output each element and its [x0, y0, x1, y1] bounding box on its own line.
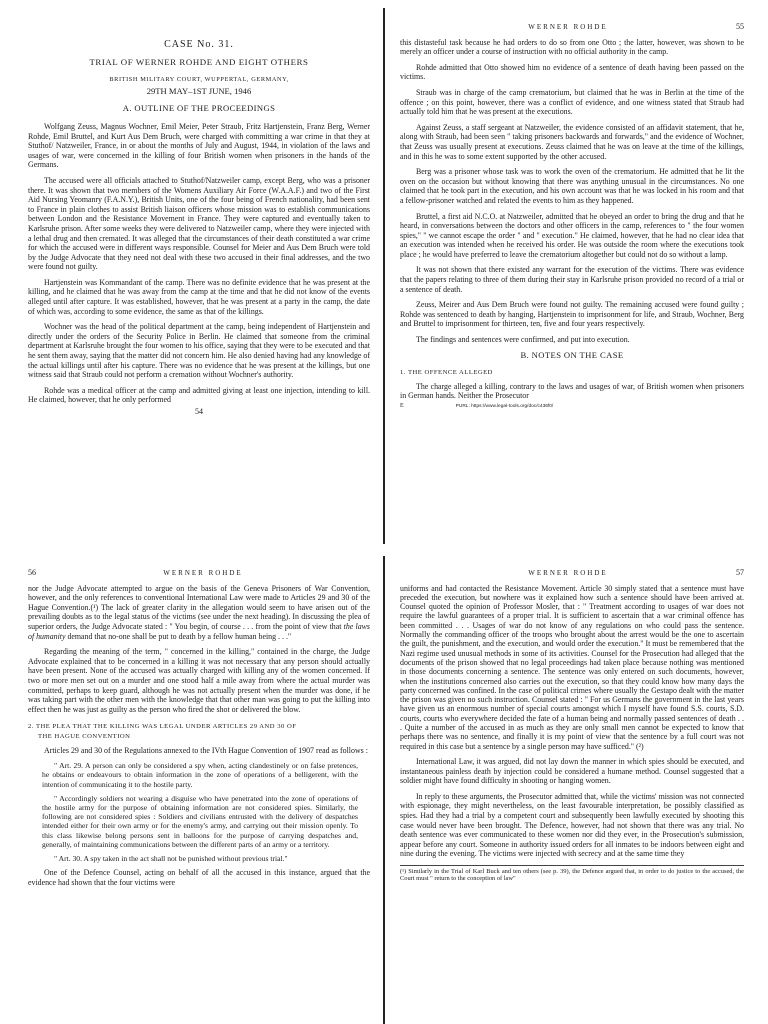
page-57: [400, 568, 744, 1024]
paragraph: Rohde was a medical officer at the camp and admitted giving at least one injection, intending to kill. He claimed, however, that he only performed: [28, 385, 370, 405]
paragraph: this distasteful task because he had orders to do so from one Otto ; the latter, however, was shown to be merely an officer under a course of instruction with no official authority in the camp.: [400, 37, 744, 57]
paragraph: Berg was a prisoner whose task was to work the oven of the crematorium. He admitted that he lit the oven on the occasion but without knowing that there was anything unusual in the circumstances. No one claimed that he took part in the execution, and his own account was that he was locked in his room and that a fellow-prisoner watched and related the events to him as they happened.: [400, 167, 744, 205]
page-55: [400, 22, 744, 542]
page-number: 57: [736, 568, 744, 577]
paragraph: International Law, it was argued, did not lay down the manner in which spies should be executed, and instantaneous painless death by injection could be considered a humane method. Counsel suggested that a soldier might have found difficulty in shooting or hanging women.: [400, 756, 744, 786]
paragraph: Wochner was the head of the political department at the camp, being independent of Hartjenstein and directly under the orders of the Security Police in Berlin. He claimed that someone from the criminal department at Karlsruhe brought the four women to his office, saying that they were to be executed and that he sent them away, saying that the matter did not concern him. He also denied having had any knowledge of the actual killings until after his capture. There was no evidence that he was present at the killings, but one witness said that Straub could not perform a cremation without Wochner's authority.: [28, 322, 370, 380]
page-54: [28, 22, 370, 542]
running-header: [400, 568, 744, 579]
court-name: BRITISH MILITARY COURT, WUPPERTAL, GERMANY,: [109, 76, 289, 84]
paragraph: Zeuss, Meirer and Aus Dem Bruch were found not guilty. The remaining accused were found guilty ; Rohde was sentenced to death by hanging, Hartjenstein to imprisonment for life, and Straub, Wochner, Berg and Bruttel to imprisonment for thirteen, ten, five and four years respectively.: [400, 300, 744, 329]
purl-link[interactable]: PURL: https://www.legal-tools.org/doc/c436f0/: [455, 404, 554, 409]
running-header: [400, 22, 744, 33]
running-head-title: WERNER ROHDE: [163, 569, 243, 577]
paragraph: The findings and sentences were confirmed, and put into execution.: [416, 335, 630, 345]
paragraph: In reply to these arguments, the Prosecutor admitted that, while the victims' mission was not connected with espionage, they might nevertheless, on the least favourable interpretation, be possibly classified as spies. Had they had a trial by a competent court and subsequently been lawfully executed by shooting this case would never have been brought. The Defence, however, had not shown that there was any trial. No death sentence was ever communicated to these women nor did they ever, in the Prosecution's submission, appear before any court. Someone in authority issued orders for all inmates to be indoors between eight and nine during the evening. The victims were injected with secrecy and at the same time they: [400, 791, 744, 859]
paragraph: Straub was in charge of the camp crematorium, but claimed that he was in Berlin at the time of the offence ; on this point, however, there was a conflict of evidence, and one witness stated that Straub had actually told him that he was present at the executions.: [400, 87, 744, 117]
paragraph: Hartjenstein was Kommandant of the camp. There was no definite evidence that he was present at the killing, and he claimed that he was away from the camp at the time and that he did not know of the events alleged until after capture. It was established, however, that he was present at a party in the camp, the date of which was, according to some evidence, the same as that of the killings.: [28, 277, 370, 316]
page-number: 56: [28, 568, 36, 577]
page-gutter-bottom: [383, 556, 385, 1024]
quote: " Accordingly soldiers not wearing a disguise who have penetrated into the zone of operations of the hostile army for the purpose of obtaining information are not considered spies. Similarly, the following are not considered spies : Soldiers and civilians entrusted with the delivery of despatches intended either for their own army or for the enemy's army, and carrying out their mission openly. To this class likewise belong persons sent in balloons for the purpose of carrying despatches and, generally, of maintaining communications between the different parts of an army or a territory.: [42, 793, 358, 849]
page-number: 54: [195, 407, 203, 416]
paragraph: One of the Defence Counsel, acting on behalf of all the accused in this instance, argued that the evidence had shown that the four victims were: [28, 868, 370, 887]
paragraph: Articles 29 and 30 of the Regulations annexed to the IVth Hague Convention of 1907 read as follows :: [44, 745, 368, 755]
paragraph: The accused were all officials attached to Stuthof/Natzweiler camp, except Berg, who was a prisoner there. It was shown that two members of the Womens Auxiliary Air Force (W.A.A.F.) and two of the First Aid Nursing Yeomanry (F.A.N.Y.), British Units, one of the four being of French nationality, had been sent to France in plain clothes to assist British liaison officers whose mission was to establish communications between London and the Resistance Movement in France. They were captured and eventually taken to Karlsruhe prison. After some weeks they were delivered to Natzweiler camp, where they were injected with a lethal drug and then cremated. It was alleged that the circumstances of their death constituted a war crime for which the accused were in different ways responsible. Counsel for Meier and Aus Dem Bruch were told by the Judge Advocate that they need not deal with these two accused in their final addresses, and the two were found not guilty.: [28, 175, 370, 272]
running-head-title: WERNER ROHDE: [528, 569, 608, 577]
page-number: 55: [736, 22, 744, 31]
trial-dates: 29TH MAY–1ST JUNE, 1946: [146, 85, 252, 96]
paragraph: The charge alleged a killing, contrary to the laws and usages of war, of British women when prisoners in German hands. Neither the Prosecutor: [400, 381, 744, 401]
running-header: [28, 568, 370, 579]
quote: " Art. 29. A person can only be considered a spy when, acting clandestinely or on false pretences, he obtains or endeavours to obtain information in the zone of operations of a belligerent, with the intention of communicating it to the hostile party.: [42, 761, 358, 789]
subsection-heading: 2. THE PLEA THAT THE KILLING WAS LEGAL UNDER ARTICLES 29 AND 30 OF THE HAGUE CONVENTION: [28, 723, 297, 740]
paragraph: Rohde admitted that Otto showed him no evidence of a sentence of death having been passed on the victims.: [400, 62, 744, 82]
paragraph: nor the Judge Advocate attempted to argue on the basis of the Geneva Prisoners of War Convention, however, and the only references to conventional International Law were made to Articles 29 and 30 of the Hague Convention.(¹) The lack of greater clarity in the allegation would seem to have arisen out of the prevailing doubts as to the legal status of the victims (see under the next heading). In discussing the plea of superior orders, the Judge Advocate stated : " You begin, of course . . . from the point of view that the laws of humanity demand that no-one shall be put to death by a fellow human being . . .": [28, 583, 370, 641]
emphasis: the laws of humanity: [28, 621, 370, 641]
section-b-heading: B. NOTES ON THE CASE: [520, 349, 624, 360]
running-head-title: WERNER ROHDE: [528, 23, 608, 31]
paragraph: Regarding the meaning of the term, " concerned in the killing," contained in the charge, the Judge Advocate explained that to be concerned in a killing it was not necessary that any person should actually have been present. None of the accused was actually charged with killing any of the women concerned. If two or more men set out on a murder and one stood half a mile away from where the actual murder was committed, perhaps to keep guard, although he was not actually present when the murder was done, if he was taking part with the other men with the knowledge that that other man was going to put the killing into effect then he was just as guilty as the person who fired the shot or delivered the blow.: [28, 647, 370, 714]
footnote: (¹) Similarly in the Trial of Karl Buck and ten others (see p. 39), the Defence argued that, in order to do justice to the accused, the Court must " return to the conception of law": [400, 865, 744, 883]
purl-line: [400, 402, 744, 412]
page-gutter-top: [383, 8, 385, 544]
purl-mark: E: [400, 403, 404, 409]
trial-title: TRIAL OF WERNER ROHDE AND EIGHT OTHERS: [89, 56, 309, 67]
case-number: CASE No. 31.: [164, 39, 234, 50]
quote: " Art. 30. A spy taken in the act shall not be punished without previous trial.": [54, 853, 288, 863]
paragraph: Against Zeuss, a staff sergeant at Natzweiler, the evidence consisted of an affidavit statement, that he, along with Straub, had been seen " taking prisoners backwards and forwards," and the evidence of Wochner, that Zeuss was usually present at executions. Zeuss claimed that he was on leave at the time of the killings, and in this he was to some extent supported by the other accused.: [400, 122, 744, 161]
subsection-heading: 1. THE OFFENCE ALLEGED: [400, 369, 493, 377]
section-a-heading: A. OUTLINE OF THE PROCEEDINGS: [122, 103, 276, 114]
paragraph: Wolfgang Zeuss, Magnus Wochner, Emil Meier, Peter Straub, Fritz Hartjenstein, Franz Berg, Werner Rohde, Emil Bruttel, and Kurt Aus Dem Bruch, were charged with committing a war crime in that they at Stuthof/ Natzweiler, France, in or about the months of July and August, 1944, in violation of the laws and usages of war, were concerned in the killing of four British women when prisoners in the hands of the Germans.: [28, 121, 370, 170]
paragraph: uniforms and had contacted the Resistance Movement. Article 30 simply stated that a sentence must have preceded the execution, but nowhere was it explained how such a sentence should have been arrived at. Counsel quoted the opinion of Professor Mosler, that : " Treatment according to usages of war does not require the lawful guarantees of a proper trial. It is sufficient to ascertain that a war criminal offence has been committed . . . Usages of war do not know of any regulations on who could pass the sentence. Normally the commanding officer of the troops who brought about the arrest would be the one to ascertain the guilt, the punishment, and the execution, and would order the execution." It must be remembered that the Nazi regime used unusual methods in some of its activities. Counsel for the Prosecution had alleged that the documents of the prison showed that no legal proceedings had taken place because nothing was mentioned in those documents concerning a sentence. The sentence was only entered on such documents, however, when the institutions concerned also carries out the execution, so that they could know how many days the party concerned was confined. In the case of political crimes where usually the Gestapo dealt with the matter the prison was given no such instruction. Counsel stated : " For us Germans the government in the last years have given us an enormous number of special courts amongst which I myself have found S.S. courts, S.D. courts, courts who everywhere decided the fate of a human being and normally passed sentences of death . . . Quite a number of the accused in as much as they are only small men cannot be expected to know that perhaps there was no sentence, and finally it is my point of view that the sentence by a full court was not required in this case but a sentence by a single person may have sufficed." (²): [400, 583, 744, 751]
paragraph: It was not shown that there existed any warrant for the execution of the victims. There was evidence that the papers relating to three of them during their stay in Karlsruhe prison provided no record of a trial or a sentence of death.: [400, 265, 744, 294]
paragraph: Bruttel, a first aid N.C.O. at Natzweiler, admitted that he obeyed an order to bring the drug and that he heard, in conversations between the doctors and other officers in the camp, references to " the four women spies," " we cannot escape the order " and " execution." He claimed, however, that he had no clear idea that an execution was intended when he received his order. He was outside the room where the executions took place ; he would have preferred to leave the crematorium altogether but could not do so without a lamp.: [400, 211, 744, 259]
page-56: [28, 568, 370, 1024]
